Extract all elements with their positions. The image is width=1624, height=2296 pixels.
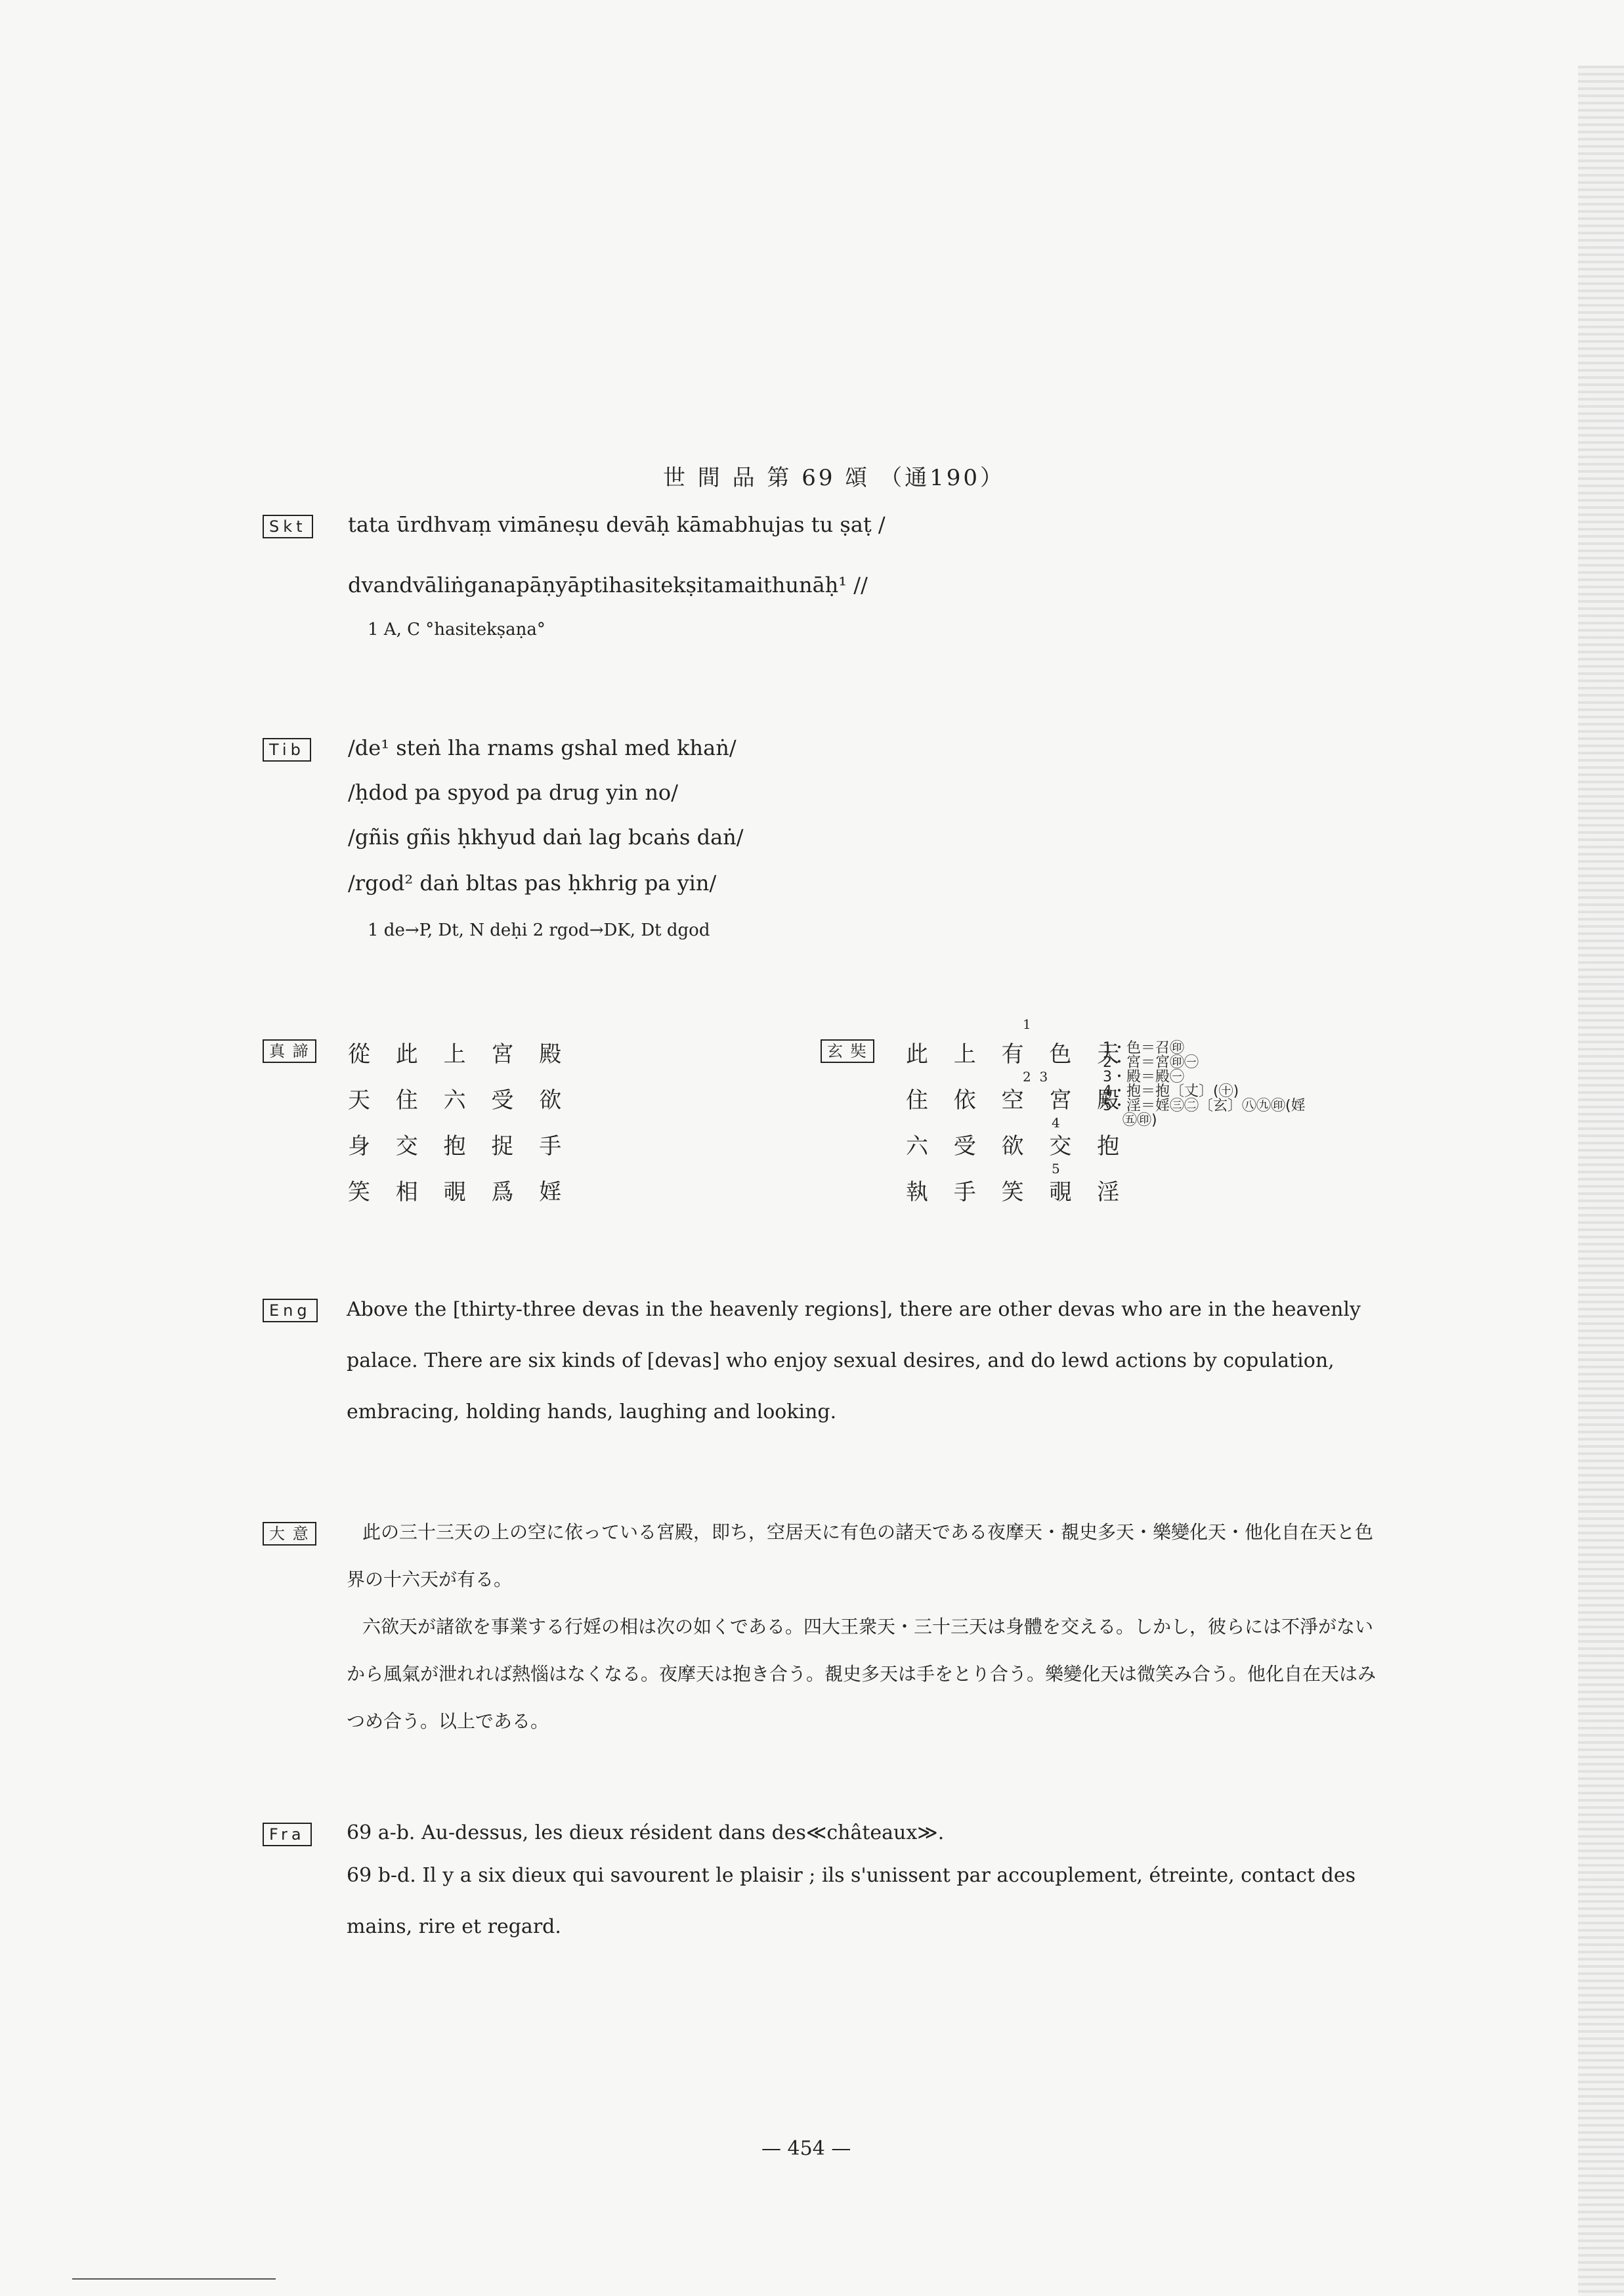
xuanzang-variant-note-5-cont: ㊄㊞) <box>1122 1112 1157 1129</box>
xuanzang-variant-note-3: 3・殿＝殿㊀ <box>1103 1069 1184 1085</box>
tib-line-4: /rgod² daṅ bltas pas ḥkhrig pa yin/ <box>348 871 717 896</box>
xuanzang-line-1: 此 上 有 色 天 <box>906 1041 1129 1068</box>
tib-footnote: 1 de→P, Dt, N deḥi 2 rgod→DK, Dt dgod <box>368 921 710 940</box>
xuanzang-variant-note-5: 5・淫＝婬㊂㊁〔玄〕㊇㊈㊞(婬 <box>1103 1098 1306 1114</box>
taii-paragraph-2: 六欲天が諸欲を事業する行婬の相は次の如くである。四大王衆天・三十三天は身體を交える。しかし，彼らには不淨がないから風氣が泄れれば熱惱はなくなる。夜摩天は抱き合う。覩史多天は手をとり合う。樂變化天は微笑み合う。他化自在天はみつめ合う。以上である。 <box>347 1616 1377 1732</box>
paramartha-line-4: 笑 相 覗 爲 婬 <box>348 1179 571 1205</box>
skt-footnote: 1 A, C °hasitekṣaṇa° <box>368 620 545 639</box>
tib-line-2: /ḥdod pa spyod pa drug yin no/ <box>348 780 678 805</box>
taii-paragraph-1: 此の三十三天の上の空に依っている宮殿，即ち，空居天に有色の諸天である夜摩天・覩史多天・樂變化天・他化自在天と色界の十六天が有る。 <box>347 1521 1374 1590</box>
xuanzang-label: 玄 奘 <box>821 1039 874 1063</box>
scan-edge-shadow <box>1578 66 1624 2296</box>
page-heading: 世 間 品 第 69 頌 （通190） <box>663 465 1006 491</box>
fra-line-1: 69 a-b. Au-dessus, les dieux résident dans des≪châteaux≫. <box>347 1821 945 1844</box>
paramartha-label: 真 諦 <box>263 1039 316 1063</box>
xuanzang-variant-note-2: 2・宮＝宮㊞㊀ <box>1103 1054 1199 1071</box>
bottom-rule <box>72 2278 276 2280</box>
xuanzang-sup-2-3: 2 3 <box>1023 1069 1048 1085</box>
xuanzang-sup-1: 1 <box>1023 1016 1031 1032</box>
fra-line-2: 69 b-d. Il y a six dieux qui savourent le plaisir ; ils s'unissent par accouplement, étreinte, contact des mains, rire et regard. <box>347 1864 1356 1938</box>
paramartha-line-2: 天 住 六 受 欲 <box>348 1087 571 1114</box>
tib-line-1: /de¹ steṅ lha rnams gshal med khaṅ/ <box>348 735 737 760</box>
page-number: — 454 — <box>761 2137 851 2160</box>
xuanzang-sup-4: 4 <box>1052 1115 1060 1131</box>
tib-line-3: /gñis gñis ḥkhyud daṅ lag bcaṅs daṅ/ <box>348 825 744 850</box>
eng-translation: Above the [thirty-three devas in the heavenly regions], there are other devas who are in the heavenly palace. There are six kinds of [devas] who enjoy sexual desires, and do lewd actions by copulation, embracing, holding hands, laughing and looking. <box>347 1298 1361 1423</box>
skt-label: Skt <box>263 515 313 538</box>
xuanzang-variant-note-1: 1・色＝召㊞ <box>1103 1040 1184 1056</box>
taii-label: 大 意 <box>263 1522 316 1546</box>
skt-line-1: tata ūrdhvaṃ vimāneṣu devāḥ kāmabhujas tu ṣaṭ / <box>348 512 886 537</box>
skt-line-2: dvandvāliṅganapāṇyāptihasitekṣitamaithunāḥ¹ // <box>348 573 868 597</box>
xuanzang-variant-note-4: 4・抱＝抱〔丈〕(㊉) <box>1103 1083 1239 1100</box>
eng-label: Eng <box>263 1299 318 1322</box>
paramartha-line-1: 從 此 上 宮 殿 <box>348 1041 571 1068</box>
xuanzang-sup-5: 5 <box>1052 1161 1060 1177</box>
xuanzang-line-3: 六 受 欲 交 抱 <box>906 1133 1129 1159</box>
xuanzang-line-2: 住 依 空 宮 殿 <box>906 1087 1129 1114</box>
paramartha-line-3: 身 交 抱 捉 手 <box>348 1133 571 1159</box>
tib-label: Tib <box>263 738 311 762</box>
xuanzang-line-4: 執 手 笑 覗 淫 <box>906 1179 1129 1205</box>
fra-label: Fra <box>263 1823 312 1846</box>
